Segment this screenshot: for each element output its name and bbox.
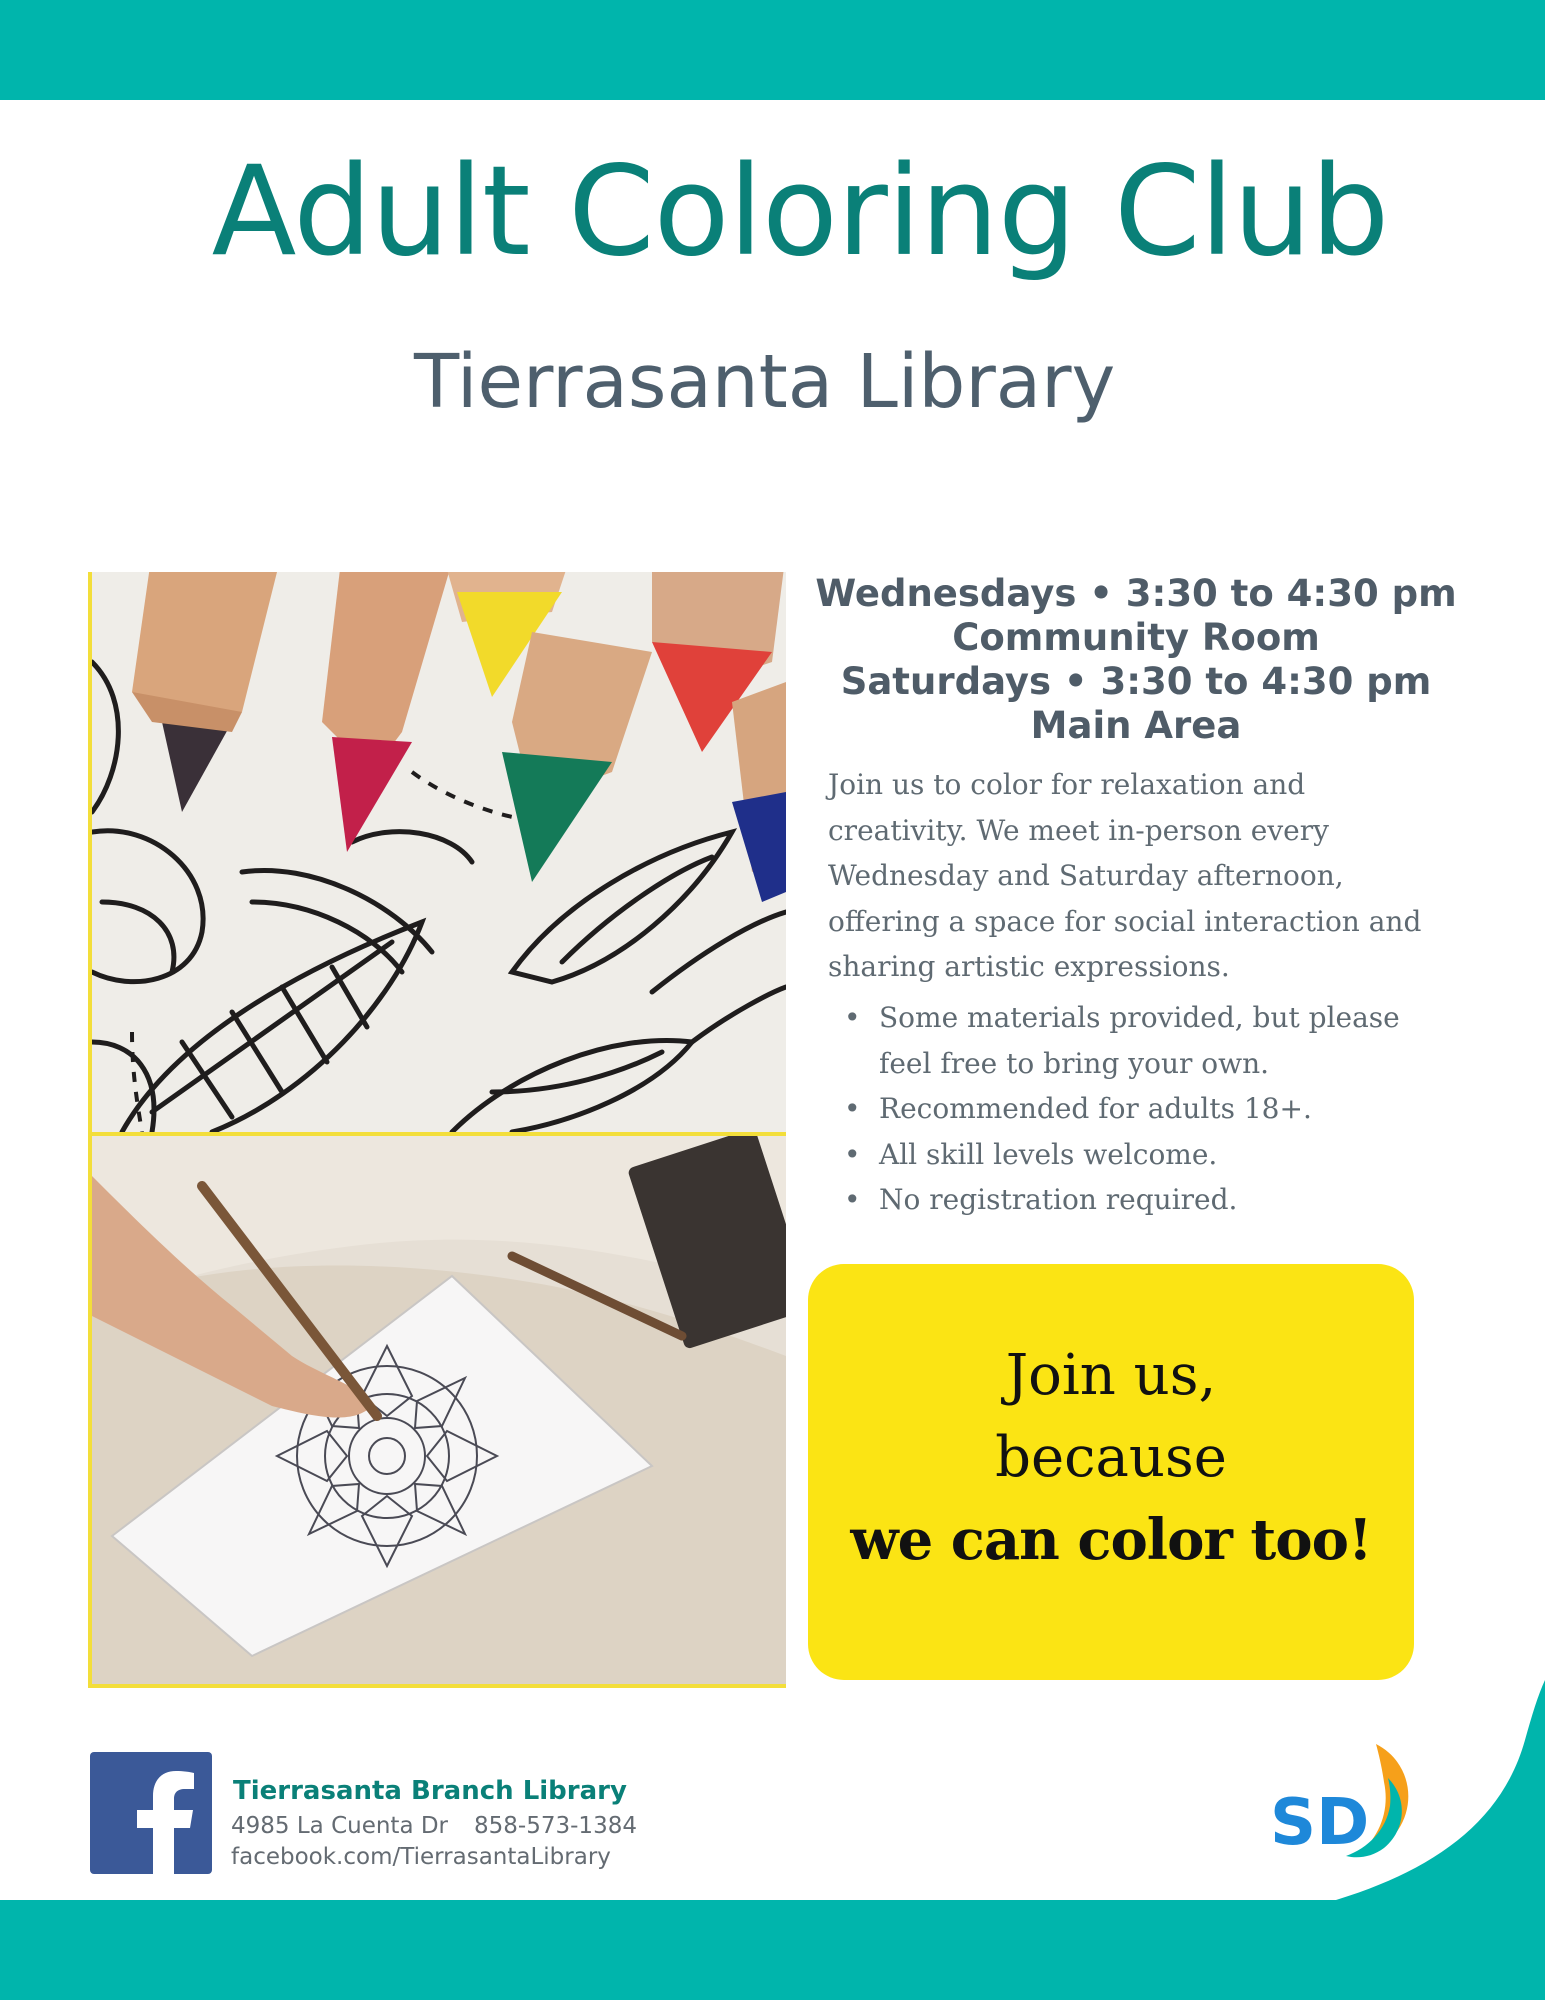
facebook-link[interactable]: facebook.com/TierrasantaLibrary	[231, 1844, 611, 1870]
top-color-band	[0, 0, 1545, 100]
poster-title: Adult Coloring Club	[211, 140, 1389, 284]
list-item: • No registration required.	[828, 1177, 1458, 1223]
colored-pencils-illustration	[92, 572, 786, 1132]
address-line	[231, 1813, 637, 1839]
logo-text: SD	[1270, 1786, 1370, 1858]
list-item: • Some materials provided, but please feel free to bring your own.	[828, 995, 1458, 1086]
description-paragraph: Join us to color for relaxation and creativity. We meet in-person every Wednesday and Saturday afternoon, offering a space for social interaction and sharing artistic expressions.	[828, 768, 1422, 983]
hand-coloring-photo	[92, 1136, 786, 1684]
phone-number: 858-573-1384	[474, 1813, 637, 1839]
bottom-color-band	[0, 1900, 1545, 2000]
colored-pencils-photo	[92, 572, 786, 1132]
cta-line-2: because	[995, 1425, 1227, 1490]
list-item: • Recommended for adults 18+.	[828, 1086, 1458, 1132]
schedule-line-wednesday-room: Community Room	[952, 616, 1320, 659]
sd-city-logo	[1268, 1738, 1418, 1858]
details-list	[828, 995, 1458, 1223]
branch-name: Tierrasanta Branch Library	[233, 1776, 627, 1806]
list-item: • All skill levels welcome.	[828, 1132, 1458, 1178]
schedule-line-saturday: Saturdays • 3:30 to 4:30 pm	[840, 660, 1432, 703]
cta-text	[808, 1335, 1414, 1581]
facebook-icon[interactable]	[90, 1752, 212, 1874]
cta-line-1: Join us,	[1005, 1343, 1217, 1408]
schedule-line-wednesday: Wednesdays • 3:30 to 4:30 pm	[815, 572, 1457, 615]
cta-line-3: we can color too!	[850, 1507, 1372, 1573]
street-address: 4985 La Cuenta Dr	[231, 1813, 449, 1839]
poster-subtitle: Tierrasanta Library	[414, 339, 1116, 425]
mandala-coloring-illustration	[92, 1136, 786, 1684]
schedule-block	[806, 572, 1466, 748]
schedule-line-saturday-area: Main Area	[1030, 704, 1242, 747]
